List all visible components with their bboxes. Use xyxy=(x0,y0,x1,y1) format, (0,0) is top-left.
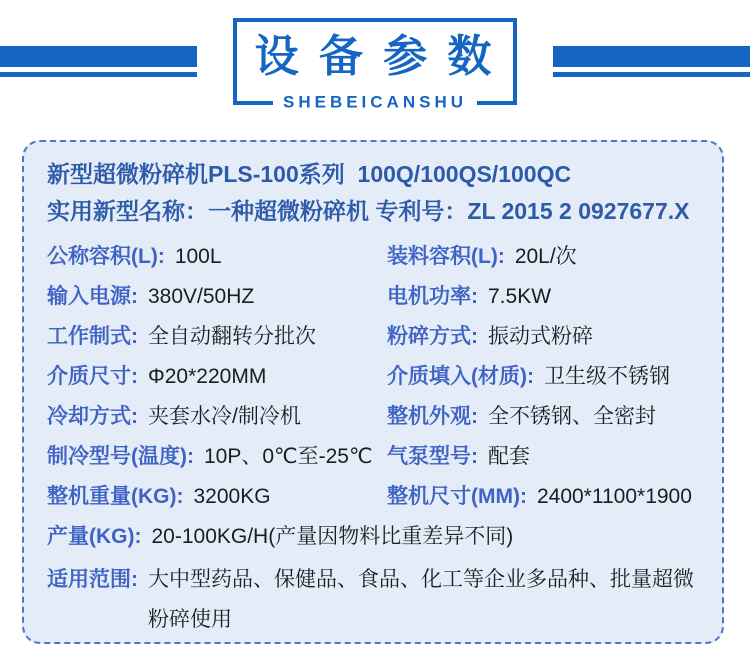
spec-row xyxy=(47,317,706,357)
spec-value: 大中型药品、保健品、食品、化工等企业多品种、批量超微粉碎使用 xyxy=(148,568,694,631)
spec-row xyxy=(47,277,706,317)
page-subtitle: SHEBEICANSHU xyxy=(273,93,477,113)
spec-label: 输入电源: xyxy=(47,285,138,308)
spec-label: 整机重量(KG): xyxy=(47,485,184,508)
right-thick-bar xyxy=(553,46,750,67)
spec-label: 适用范围: xyxy=(47,568,138,591)
product-title: 新型超微粉碎机PLS-100系列 100Q/100QS/100QC xyxy=(47,161,572,187)
spec-label: 公称容积(L): xyxy=(47,245,165,268)
spec-rows xyxy=(47,237,706,640)
spec-label: 气泵型号: xyxy=(387,445,478,468)
spec-value: 20L/次 xyxy=(514,245,577,268)
spec-cell xyxy=(387,317,706,357)
spec-label: 介质填入(材质): xyxy=(387,365,534,388)
spec-row xyxy=(47,477,706,517)
spec-cell xyxy=(47,477,387,517)
spec-label: 粉碎方式: xyxy=(387,325,478,348)
spec-label: 产量(KG): xyxy=(47,525,142,548)
spec-cell xyxy=(47,397,387,437)
spec-value: 夹套水冷/制冷机 xyxy=(148,405,301,428)
spec-value: 20-100KG/H(产量因物料比重差异不同) xyxy=(151,525,514,548)
left-thin-bar xyxy=(0,72,197,77)
spec-row-output xyxy=(47,517,706,557)
spec-label: 制冷型号(温度): xyxy=(47,445,194,468)
page-title: 设 备 参 数 xyxy=(254,32,496,81)
spec-label: 工作制式: xyxy=(47,325,138,348)
spec-value: 卫生级不锈钢 xyxy=(543,365,670,388)
spec-cell xyxy=(387,237,706,277)
spec-value: 全自动翻转分批次 xyxy=(148,325,316,348)
header-left-bars xyxy=(0,46,197,77)
spec-cell xyxy=(47,317,387,357)
spec-cell xyxy=(387,477,706,517)
spec-value: 100L xyxy=(174,245,222,268)
spec-label: 电机功率: xyxy=(387,285,478,308)
spec-value: 全不锈钢、全密封 xyxy=(488,405,656,428)
spec-cell xyxy=(47,277,387,317)
spec-value: 380V/50HZ xyxy=(148,285,255,308)
spec-panel xyxy=(22,140,724,644)
spec-label: 装料容积(L): xyxy=(387,245,505,268)
spec-label: 冷却方式: xyxy=(47,405,138,428)
spec-row-application xyxy=(47,560,706,640)
spec-label: 整机尺寸(MM): xyxy=(387,485,527,508)
title-box xyxy=(233,18,517,112)
spec-cell xyxy=(387,357,706,397)
right-thin-bar xyxy=(553,72,750,77)
left-thick-bar xyxy=(0,46,197,67)
header-banner xyxy=(0,0,750,132)
header-right-bars xyxy=(553,46,750,77)
spec-row xyxy=(47,397,706,437)
spec-row xyxy=(47,357,706,397)
spec-value: 10P、0℃至-25℃ xyxy=(203,445,373,468)
spec-value: 配套 xyxy=(488,445,530,468)
spec-value: 7.5KW xyxy=(488,285,552,308)
spec-cell xyxy=(47,357,387,397)
spec-cell xyxy=(387,437,706,477)
patent-line: 实用新型名称：一种超微粉碎机 专利号：ZL 2015 2 0927677.X xyxy=(47,198,690,224)
spec-row xyxy=(47,437,706,477)
spec-cell xyxy=(47,437,387,477)
spec-label: 整机外观: xyxy=(387,405,478,428)
spec-row xyxy=(47,237,706,277)
spec-cell xyxy=(387,397,706,437)
spec-value: 3200KG xyxy=(193,485,271,508)
spec-cell xyxy=(47,237,387,277)
spec-value: 振动式粉碎 xyxy=(488,325,593,348)
spec-label: 介质尺寸: xyxy=(47,365,138,388)
spec-cell xyxy=(387,277,706,317)
spec-value: Φ20*220MM xyxy=(148,365,267,388)
spec-value: 2400*1100*1900 xyxy=(536,485,692,508)
